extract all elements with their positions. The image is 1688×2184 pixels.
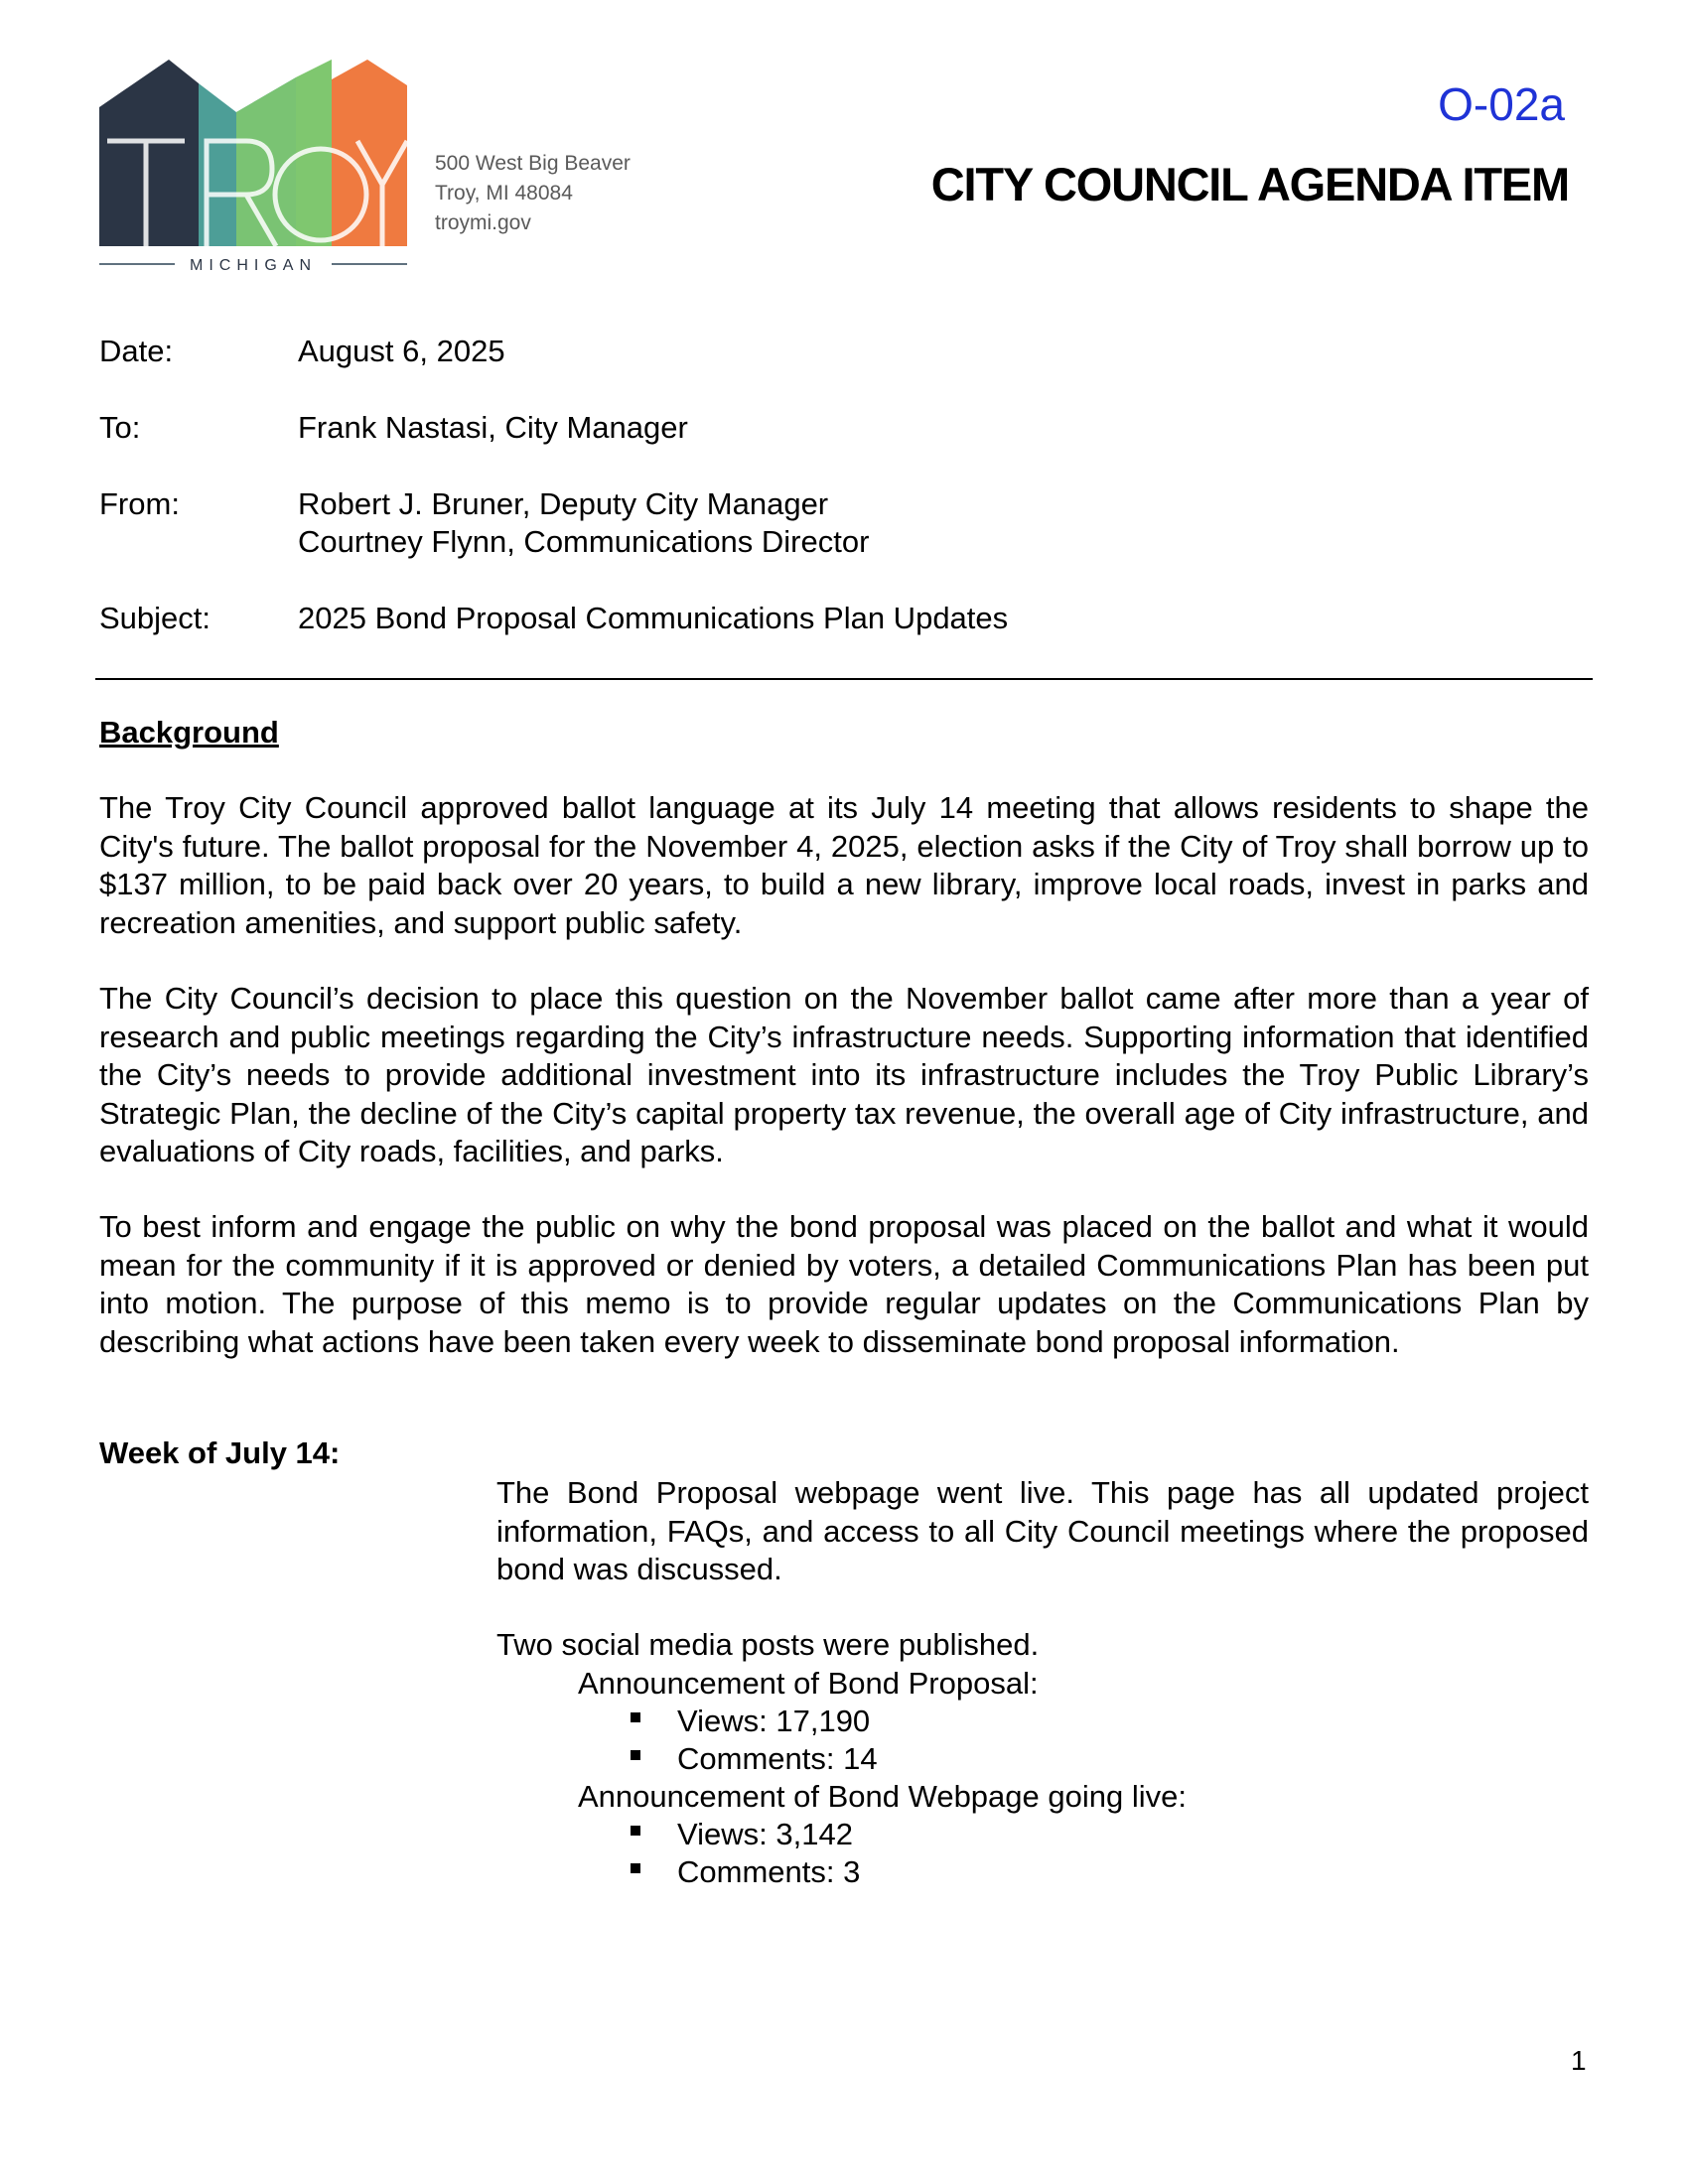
troy-michigan-logo (97, 58, 415, 276)
agenda-title: CITY COUNCIL AGENDA ITEM (930, 158, 1569, 210)
address-street: 500 West Big Beaver (435, 152, 631, 175)
week-heading: Week of July 14: (99, 1435, 341, 1470)
to-label: To: (99, 410, 141, 445)
post-comments: Comments: 3 (677, 1854, 861, 1889)
post-title: Announcement of Bond Webpage going live: (578, 1779, 1187, 1814)
background-paragraph-1: The Troy City Council approved ballot language at its July 14 meeting that allows residents to shape the City's future. The ballot proposal for the November 4, 2025, election asks if the City of Troy shall borrow up to $137 million, to be paid back over 20 years, to build a new library, improve local roads, invest in parks and recreation amenities, and support public safety. (99, 790, 1589, 940)
address-block (435, 149, 631, 238)
bullet-icon (631, 1750, 640, 1760)
from-value-1: Robert J. Bruner, Deputy City Manager (298, 486, 829, 521)
page-number: 1 (1571, 2045, 1587, 2076)
post-comments: Comments: 14 (677, 1741, 878, 1776)
bullet-icon (631, 1863, 640, 1873)
social-intro: Two social media posts were published. (496, 1627, 1040, 1662)
background-paragraph-2: The City Council’s decision to place this question on the November ballot came after more than a year of research and public meetings regarding the City’s infrastructure needs. Supporting information that identified the City’s needs to provide additional investment into its infrastructure includes the Troy Public Library’s Strategic Plan, the decline of the City’s capital property tax revenue, the overall age of City infrastructure, and evaluations of City roads, facilities, and parks. (99, 981, 1589, 1168)
address-website: troymi.gov (435, 211, 531, 234)
post-views: Views: 3,142 (677, 1817, 853, 1851)
subject-value: 2025 Bond Proposal Communications Plan Updates (298, 601, 1009, 635)
background-paragraph-3: To best inform and engage the public on why the bond proposal was placed on the ballot and what it would mean for the community if it is approved or denied by voters, a detailed Communications Plan has been put into motion. The purpose of this memo is to provide regular updates on the Communications Plan by describing what actions have been taken every week to disseminate bond proposal information. (99, 1209, 1589, 1359)
to-value: Frank Nastasi, City Manager (298, 410, 688, 445)
bullet-icon (631, 1826, 640, 1836)
post-title: Announcement of Bond Proposal: (578, 1666, 1039, 1701)
header-divider (95, 678, 1593, 680)
logo-navy-house (99, 60, 199, 246)
date-label: Date: (99, 334, 174, 368)
address-city: Troy, MI 48084 (435, 182, 573, 205)
logo-state-text: MICHIGAN (190, 257, 317, 274)
subject-label: Subject: (99, 601, 211, 635)
from-value-2: Courtney Flynn, Communications Director (298, 524, 870, 559)
webpage-update-paragraph: The Bond Proposal webpage went live. This page has all updated project information, FAQs, and access to all City Council meetings where the proposed bond was discussed. (496, 1475, 1589, 1586)
agenda-code: O-02a (1438, 78, 1565, 130)
bullet-icon (631, 1712, 640, 1722)
from-label: From: (99, 486, 180, 521)
post-views: Views: 17,190 (677, 1704, 871, 1738)
date-value: August 6, 2025 (298, 334, 505, 368)
background-heading: Background (99, 715, 279, 750)
